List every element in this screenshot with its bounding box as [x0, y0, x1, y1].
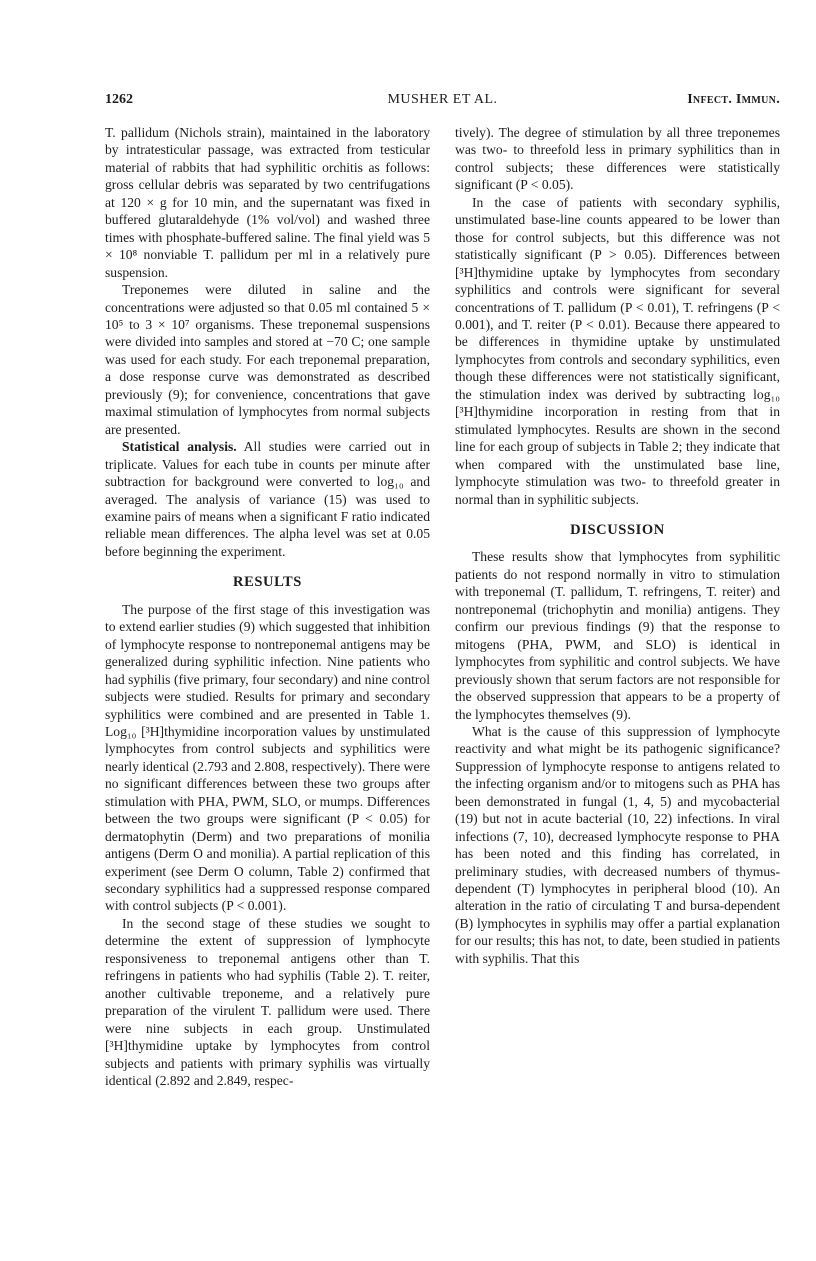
paragraph-methods-pallidum: T. pallidum (Nichols strain), maintained in the laboratory by intratesticular passage, was extracted from testicular material of rabbits that had syphilitic orchitis as follows: gross cellular debris was separated by two centrifugations at 120 × g for 10 min, and the supernatant was fixed in buffered glutaraldehyde (1% vol/vol) and washed three times with phosphate-buffered saline. The final yield was 5 × 10⁸ nonviable T. pallidum per ml in a relatively pure suspension. [105, 125, 430, 280]
left-column [105, 124, 430, 1089]
paragraph-methods-treponemes: Treponemes were diluted in saline and the concentrations were adjusted so that 0.05 ml contained 5 × 10⁵ to 3 × 10⁷ organisms. These treponemal suspensions were divided into samples and stored at −70 C; one sample was used for each study. For each treponemal preparation, a dose response curve was demonstrated as described previously (9); for convenience, concentrations that gave maximal stimulation of lymphocytes from normal subjects are presented. [105, 282, 430, 437]
statistical-analysis-heading: Statistical analysis. [122, 439, 237, 455]
journal-name: Infect. Immun. [687, 92, 780, 107]
paragraph-results-continued: tively). The degree of stimulation by all three treponemes was two- to threefold less in primary syphilitics than in control subjects; these differences were statistically significant (P < 0.05). [455, 125, 780, 193]
page-number: 1262 [105, 92, 133, 107]
paragraph-results-secondary: In the case of patients with secondary syphilis, unstimulated base-line counts appeared to be lower than those for control subjects, but this difference was not statistically significant (P > 0.05). Differences between [³H]thymidine uptake by lymphocytes from secondary syphilitics and controls were significant for several concentrations of T. pallidum (P < 0.01), T. refringens (P < 0.001), and T. reiter (P < 0.01). Because there appeared to be differences in thymidine uptake by unstimulated lymphocytes from controls and secondary syphilitics, even though these differences were not statistically significant, the stimulation index was derived by subtracting log₁₀ [³H]thymidine incorporation in resting from that in stimulated lymphocytes. Results are shown in the second line for each group of subjects in Table 2; they indicate that when compared with the unstimulated base line, lymphocyte stimulation was two- to threefold greater in normal than in syphilitic subjects. [455, 194, 780, 507]
paragraph-statistical-analysis [105, 438, 430, 560]
paragraph-discussion-2: What is the cause of this suppression of lymphocyte reactivity and what might be its pathogenic significance? Suppression of lymphocyte response to antigens related to the infecting organism and/or to mitogens such as PHA has been demonstrated in fungal (1, 4, 5) and mycobacterial (19) but not in acute bacterial (10, 22) infections. In viral infections (7, 10), decreased lymphocyte response to PHA has been noted and this finding has correlated, in preliminary studies, with decreased numbers of thymus-dependent (T) lymphocytes in peripheral blood (10). An alteration in the ratio of circulating T and bursa-dependent (B) lymphocytes in syphilis may offer a partial explanation for our results; this has not, to date, been studied in patients with syphilis. That this [455, 723, 780, 966]
running-authors: MUSHER ET AL. [387, 92, 498, 107]
paragraph-results-first-stage: The purpose of the first stage of this investigation was to extend earlier studies (9) which suggested that inhibition of lymphocyte response to nontreponemal antigens may be generalized during syphilitic infection. Nine patients who had syphilis (five primary, four secondary) and nine control subjects were studied. Results for primary and secondary syphilitics were combined and are presented in Table 1. Log₁₀ [³H]thymidine incorporation values by unstimulated lymphocytes from control subjects and syphilitics were nearly identical (2.793 and 2.808, respectively). There were no significant differences between these two groups after stimulation with PHA, PWM, SLO, or mumps. Differences between the two groups were significant (P < 0.05) for dermatophytin (Derm) and two preparations of monilia antigens (Derm O and monilia). A partial replication of this experiment (see Derm O column, Table 2) confirmed that secondary syphilitics had a suppressed response compared with control subjects (P < 0.001). [105, 601, 430, 914]
right-column [455, 124, 780, 967]
results-heading: RESULTS [233, 574, 302, 591]
running-header [105, 92, 780, 114]
paragraph-results-second-stage: In the second stage of these studies we sought to determine the extent of suppression of lymphocyte responsiveness to treponemal antigens other than T. refringens in patients who had syphilis (Table 2). T. reiter, another cultivable treponeme, and a relatively pure preparation of the virulent T. pallidum were used. There were nine subjects in each group. Unstimulated [³H]thymidine uptake by lymphocytes from control subjects and patients with primary syphilis was virtually identical (2.892 and 2.849, respec- [105, 915, 430, 1089]
statistical-analysis-text: All studies were carried out in triplicate. Values for each tube in counts per minute after subtraction for background were converted to log₁₀ and averaged. The analysis of variance (15) was used to examine pairs of means when a significant F ratio indicated reliable mean differences. The alpha level was set at 0.05 before beginning the experiment. [105, 439, 430, 559]
discussion-heading: DISCUSSION [570, 521, 665, 538]
paragraph-discussion-1: These results show that lymphocytes from syphilitic patients do not respond normally in vitro to stimulation with treponemal (T. pallidum, T. refringens, T. reiter) and nontreponemal (trichophytin and monilia) antigens. They confirm our previous findings (9) that the response to mitogens (PHA, PWM, and SLO) is identical in lymphocytes from syphilitic and control subjects. We have previously shown that serum factors are not responsible for the observed suppression that appears to be a property of the lymphocytes themselves (9). [455, 549, 780, 722]
